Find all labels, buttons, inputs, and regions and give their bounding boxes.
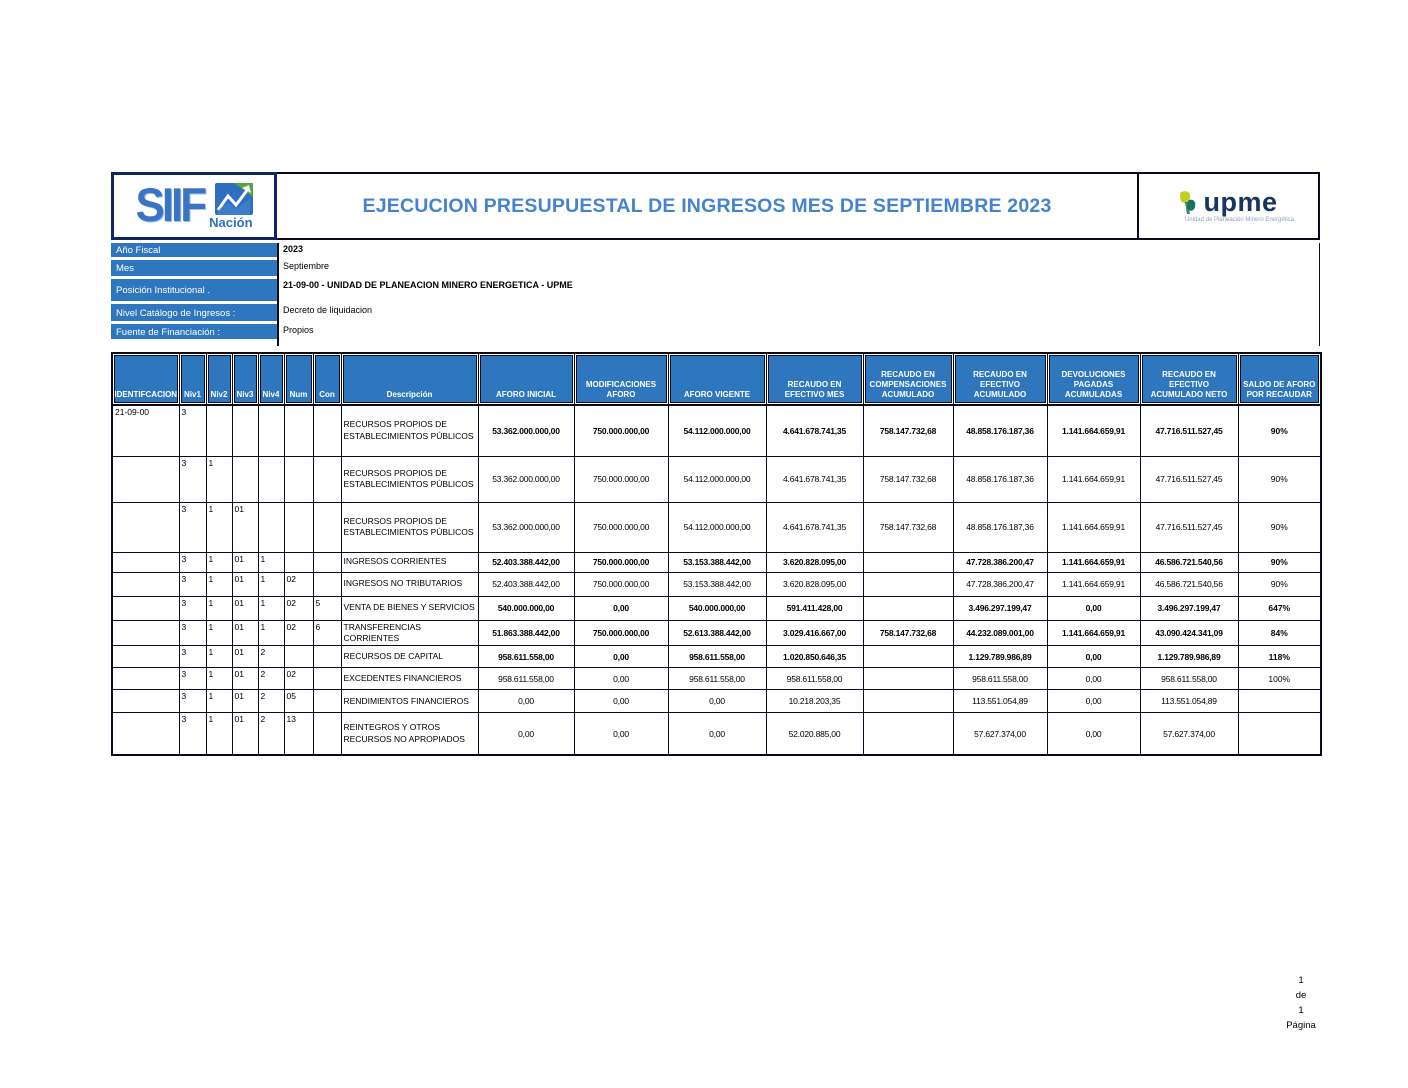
page-title: EJECUCION PRESUPUESTAL DE INGRESOS MES DE SEPTIEMBRE 2023 — [362, 194, 1052, 217]
code-cell: 1 — [206, 456, 232, 502]
amount-cell: 758.147.732,68 — [863, 405, 953, 456]
amount-cell: 113.551.054,89 — [953, 690, 1047, 713]
amount-cell: 52.403.388.442,00 — [478, 552, 574, 572]
amount-cell: 3.620.828.095,00 — [766, 572, 863, 596]
code-cell: 1 — [206, 690, 232, 713]
code-cell: 01 — [232, 690, 258, 713]
amount-cell: 48.858.176.187,36 — [953, 405, 1047, 456]
amount-cell: 3.496.297.199,47 — [1140, 596, 1238, 620]
code-cell — [112, 620, 179, 646]
amount-cell: 3.029.416.667,00 — [766, 620, 863, 646]
code-cell — [284, 646, 313, 668]
amount-cell: 54.112.000.000,00 — [668, 502, 766, 552]
table-row — [112, 690, 1321, 713]
info-row-fuente-financiacion — [111, 324, 1319, 339]
description-cell: INGRESOS CORRIENTES — [341, 552, 478, 572]
amount-cell: 52.403.388.442,00 — [478, 572, 574, 596]
amount-cell: 47.728.386.200,47 — [953, 572, 1047, 596]
column-header: Descripción — [341, 353, 478, 405]
page-of-label: de — [1295, 990, 1307, 1001]
code-cell: 3 — [179, 572, 206, 596]
amount-cell: 1.129.789.986,89 — [1140, 646, 1238, 668]
amount-cell: 0,00 — [478, 713, 574, 755]
percent-cell: 118% — [1238, 646, 1321, 668]
code-cell — [258, 502, 284, 552]
amount-cell: 1.141.664.659,91 — [1047, 456, 1140, 502]
code-cell — [112, 690, 179, 713]
upme-logo-subtitle: Unidad de Planeación Minero Energética — [1184, 217, 1295, 223]
code-cell: 2 — [258, 668, 284, 690]
description-cell: RECURSOS PROPIOS DE ESTABLECIMIENTOS PÚBLICOS — [341, 456, 478, 502]
page-footer — [1272, 973, 1330, 1033]
code-cell — [112, 456, 179, 502]
amount-cell: 750.000.000,00 — [574, 502, 668, 552]
amount-cell: 750.000.000,00 — [574, 552, 668, 572]
amount-cell: 47.728.386.200,47 — [953, 552, 1047, 572]
field-label: Mes — [111, 260, 277, 276]
percent-cell: 100% — [1238, 668, 1321, 690]
amount-cell: 0,00 — [668, 713, 766, 755]
code-cell: 1 — [258, 620, 284, 646]
code-cell: 01 — [232, 668, 258, 690]
column-header: MODIFICACIONES AFORO — [574, 353, 668, 405]
code-cell: 1 — [206, 572, 232, 596]
amount-cell: 758.147.732,68 — [863, 620, 953, 646]
page-number: 1 — [1298, 975, 1304, 986]
column-header: Con — [313, 353, 341, 405]
code-cell: 3 — [179, 502, 206, 552]
amount-cell: 0,00 — [1047, 713, 1140, 755]
code-cell — [258, 405, 284, 456]
amount-cell: 57.627.374,00 — [1140, 713, 1238, 755]
amount-cell: 540.000.000,00 — [668, 596, 766, 620]
page-total: 1 — [1298, 1005, 1304, 1016]
amount-cell: 52.020.885,00 — [766, 713, 863, 755]
code-cell — [313, 713, 341, 755]
table-row — [112, 456, 1321, 502]
code-cell: 01 — [232, 502, 258, 552]
code-cell — [313, 668, 341, 690]
amount-cell: 0,00 — [574, 668, 668, 690]
column-header: RECAUDO EN EFECTIVO MES — [766, 353, 863, 405]
code-cell — [313, 552, 341, 572]
code-cell: 3 — [179, 620, 206, 646]
amount-cell: 958.611.558,00 — [953, 668, 1047, 690]
code-cell: 01 — [232, 646, 258, 668]
code-cell — [112, 713, 179, 755]
description-cell: RECURSOS DE CAPITAL — [341, 646, 478, 668]
code-cell — [112, 646, 179, 668]
report-body — [111, 172, 1320, 756]
amount-cell: 0,00 — [478, 690, 574, 713]
amount-cell: 53.362.000.000,00 — [478, 456, 574, 502]
report-title-box — [277, 172, 1139, 240]
column-header: RECAUDO EN EFECTIVO ACUMULADO NETO — [1140, 353, 1238, 405]
description-cell: VENTA DE BIENES Y SERVICIOS — [341, 596, 478, 620]
siif-logo-subtext: Nación — [209, 215, 253, 230]
amount-cell: 758.147.732,68 — [863, 502, 953, 552]
code-cell: 01 — [232, 713, 258, 755]
code-cell: 1 — [258, 572, 284, 596]
code-cell — [232, 456, 258, 502]
code-cell — [206, 405, 232, 456]
column-header: RECAUDO EN COMPENSACIONES ACUMULADO — [863, 353, 953, 405]
amount-cell: 1.141.664.659,91 — [1047, 502, 1140, 552]
percent-cell: 84% — [1238, 620, 1321, 646]
amount-cell: 1.020.850.646,35 — [766, 646, 863, 668]
code-cell — [284, 405, 313, 456]
field-value: Septiembre — [283, 261, 330, 271]
amount-cell: 0,00 — [574, 690, 668, 713]
amount-cell — [863, 572, 953, 596]
report-info-fields — [111, 243, 1320, 346]
code-cell — [313, 646, 341, 668]
column-header: DEVOLUCIONES PAGADAS ACUMULADAS — [1047, 353, 1140, 405]
percent-cell — [1238, 690, 1321, 713]
siif-logo-text: SIIF — [135, 179, 205, 232]
upme-logo — [1139, 172, 1320, 240]
code-cell — [232, 405, 258, 456]
code-cell: 01 — [232, 620, 258, 646]
code-cell — [112, 668, 179, 690]
report-header-band — [111, 172, 1320, 240]
table-row — [112, 552, 1321, 572]
code-cell: 02 — [284, 668, 313, 690]
column-header: Niv1 — [179, 353, 206, 405]
code-cell: 05 — [284, 690, 313, 713]
amount-cell: 44.232.089.001,00 — [953, 620, 1047, 646]
description-cell: RENDIMIENTOS FINANCIEROS — [341, 690, 478, 713]
amount-cell: 958.611.558,00 — [478, 668, 574, 690]
description-cell: RECURSOS PROPIOS DE ESTABLECIMIENTOS PÚBLICOS — [341, 405, 478, 456]
code-cell: 3 — [179, 668, 206, 690]
code-cell: 01 — [232, 596, 258, 620]
amount-cell: 53.153.388.442,00 — [668, 572, 766, 596]
code-cell — [284, 456, 313, 502]
code-cell: 3 — [179, 596, 206, 620]
code-cell: 1 — [206, 646, 232, 668]
amount-cell: 47.716.511.527,45 — [1140, 405, 1238, 456]
amount-cell: 0,00 — [668, 690, 766, 713]
amount-cell: 3.620.828.095,00 — [766, 552, 863, 572]
description-cell: TRANSFERENCIAS CORRIENTES — [341, 620, 478, 646]
amount-cell: 51.863.388.442,00 — [478, 620, 574, 646]
amount-cell: 750.000.000,00 — [574, 456, 668, 502]
field-value: 2023 — [283, 244, 304, 254]
code-cell: 02 — [284, 620, 313, 646]
code-cell: 1 — [206, 502, 232, 552]
field-label: Fuente de Financiación : — [111, 324, 277, 339]
amount-cell: 1.129.789.986,89 — [953, 646, 1047, 668]
field-label: Nivel Catálogo de Ingresos : — [111, 304, 277, 321]
amount-cell: 958.611.558,00 — [766, 668, 863, 690]
code-cell: 3 — [179, 405, 206, 456]
amount-cell: 10.218.203,35 — [766, 690, 863, 713]
amount-cell — [863, 713, 953, 755]
table-row — [112, 668, 1321, 690]
code-cell: 02 — [284, 596, 313, 620]
description-cell: RECURSOS PROPIOS DE ESTABLECIMIENTOS PÚBLICOS — [341, 502, 478, 552]
info-row-mes — [111, 260, 1319, 276]
code-cell: 1 — [206, 596, 232, 620]
table-row — [112, 596, 1321, 620]
amount-cell: 1.141.664.659,91 — [1047, 552, 1140, 572]
percent-cell: 90% — [1238, 405, 1321, 456]
amount-cell: 57.627.374,00 — [953, 713, 1047, 755]
upme-logo-text: upme — [1203, 187, 1278, 217]
code-cell — [112, 596, 179, 620]
amount-cell: 958.611.558,00 — [668, 646, 766, 668]
code-cell: 3 — [179, 713, 206, 755]
column-header: SALDO DE AFORO POR RECAUDAR — [1238, 353, 1321, 405]
amount-cell: 54.112.000.000,00 — [668, 456, 766, 502]
code-cell: 21-09-00 — [112, 405, 179, 456]
amount-cell: 750.000.000,00 — [574, 620, 668, 646]
column-header: IDENTIFCACION — [112, 353, 179, 405]
code-cell — [313, 405, 341, 456]
code-cell: 2 — [258, 646, 284, 668]
amount-cell: 958.611.558,00 — [478, 646, 574, 668]
siif-nacion-logo — [111, 172, 277, 240]
amount-cell: 4.641.678.741,35 — [766, 502, 863, 552]
table-row — [112, 502, 1321, 552]
amount-cell: 0,00 — [574, 646, 668, 668]
code-cell: 1 — [258, 552, 284, 572]
amount-cell: 750.000.000,00 — [574, 572, 668, 596]
description-cell: REINTEGROS Y OTROS RECURSOS NO APROPIADOS — [341, 713, 478, 755]
amount-cell: 53.362.000.000,00 — [478, 502, 574, 552]
description-cell: EXCEDENTES FINANCIEROS — [341, 668, 478, 690]
table-row — [112, 405, 1321, 456]
code-cell — [313, 690, 341, 713]
amount-cell: 52.613.388.442,00 — [668, 620, 766, 646]
code-cell: 3 — [179, 552, 206, 572]
column-header: Niv4 — [258, 353, 284, 405]
field-label: Posición Institucional . — [111, 279, 277, 301]
code-cell: 13 — [284, 713, 313, 755]
code-cell: 2 — [258, 690, 284, 713]
amount-cell — [863, 646, 953, 668]
amount-cell: 958.611.558,00 — [668, 668, 766, 690]
column-header: AFORO INICIAL — [478, 353, 574, 405]
percent-cell: 90% — [1238, 552, 1321, 572]
info-row-ano-fiscal — [111, 243, 1319, 257]
amount-cell: 53.362.000.000,00 — [478, 405, 574, 456]
code-cell: 5 — [313, 596, 341, 620]
code-cell: 1 — [206, 668, 232, 690]
code-cell: 3 — [179, 646, 206, 668]
page-word: Página — [1286, 1020, 1316, 1031]
amount-cell: 47.716.511.527,45 — [1140, 502, 1238, 552]
column-header: AFORO VIGENTE — [668, 353, 766, 405]
column-header: Niv2 — [206, 353, 232, 405]
field-label: Año Fiscal — [111, 243, 277, 257]
code-cell: 02 — [284, 572, 313, 596]
amount-cell — [863, 668, 953, 690]
amount-cell: 0,00 — [1047, 646, 1140, 668]
code-cell — [313, 456, 341, 502]
code-cell: 1 — [258, 596, 284, 620]
code-cell: 01 — [232, 552, 258, 572]
percent-cell: 90% — [1238, 502, 1321, 552]
table-row — [112, 646, 1321, 668]
amount-cell: 48.858.176.187,36 — [953, 456, 1047, 502]
siif-chart-icon — [215, 183, 253, 215]
amount-cell: 3.496.297.199,47 — [953, 596, 1047, 620]
amount-cell: 54.112.000.000,00 — [668, 405, 766, 456]
amount-cell: 591.411.428,00 — [766, 596, 863, 620]
percent-cell: 90% — [1238, 572, 1321, 596]
code-cell — [258, 456, 284, 502]
column-header: Num — [284, 353, 313, 405]
amount-cell — [863, 690, 953, 713]
code-cell: 1 — [206, 713, 232, 755]
code-cell: 01 — [232, 572, 258, 596]
code-cell — [313, 502, 341, 552]
code-cell — [284, 552, 313, 572]
upme-logo-row — [1179, 189, 1277, 216]
amount-cell: 4.641.678.741,35 — [766, 456, 863, 502]
amount-cell: 4.641.678.741,35 — [766, 405, 863, 456]
code-cell: 2 — [258, 713, 284, 755]
amount-cell: 1.141.664.659,91 — [1047, 572, 1140, 596]
amount-cell — [863, 596, 953, 620]
siif-logo-mark — [209, 183, 252, 229]
percent-cell — [1238, 713, 1321, 755]
amount-cell: 0,00 — [1047, 668, 1140, 690]
amount-cell: 53.153.388.442,00 — [668, 552, 766, 572]
amount-cell: 46.586.721.540,56 — [1140, 572, 1238, 596]
amount-cell: 0,00 — [574, 713, 668, 755]
percent-cell: 90% — [1238, 456, 1321, 502]
amount-cell: 0,00 — [1047, 596, 1140, 620]
code-cell — [112, 572, 179, 596]
code-cell: 3 — [179, 690, 206, 713]
amount-cell: 540.000.000,00 — [478, 596, 574, 620]
amount-cell: 1.141.664.659,91 — [1047, 405, 1140, 456]
amount-cell: 43.090.424.341,09 — [1140, 620, 1238, 646]
table-row — [112, 713, 1321, 755]
field-value: Decreto de liquidacion — [283, 305, 373, 315]
table-row — [112, 572, 1321, 596]
amount-cell: 113.551.054,89 — [1140, 690, 1238, 713]
code-cell — [313, 572, 341, 596]
amount-cell: 46.586.721.540,56 — [1140, 552, 1238, 572]
amount-cell: 958.611.558,00 — [1140, 668, 1238, 690]
budget-execution-table — [111, 352, 1322, 756]
field-value: Propios — [283, 325, 314, 335]
table-header-row — [112, 353, 1321, 405]
amount-cell: 47.716.511.527,45 — [1140, 456, 1238, 502]
code-cell: 1 — [206, 620, 232, 646]
info-row-nivel-catalogo — [111, 304, 1319, 321]
amount-cell: 0,00 — [574, 596, 668, 620]
code-cell — [284, 502, 313, 552]
field-value: 21-09-00 - UNIDAD DE PLANEACION MINERO ENERGETICA - UPME — [283, 280, 573, 290]
info-row-posicion-institucional — [111, 279, 1319, 301]
amount-cell: 758.147.732,68 — [863, 456, 953, 502]
code-cell — [112, 502, 179, 552]
table-row — [112, 620, 1321, 646]
code-cell: 3 — [179, 456, 206, 502]
percent-cell: 647% — [1238, 596, 1321, 620]
amount-cell: 750.000.000,00 — [574, 405, 668, 456]
column-header: RECAUDO EN EFECTIVO ACUMULADO — [953, 353, 1047, 405]
code-cell: 6 — [313, 620, 341, 646]
code-cell — [112, 552, 179, 572]
amount-cell: 48.858.176.187,36 — [953, 502, 1047, 552]
amount-cell — [863, 552, 953, 572]
column-header: Niv3 — [232, 353, 258, 405]
upme-leaf-icon — [1179, 190, 1199, 216]
description-cell: INGRESOS NO TRIBUTARIOS — [341, 572, 478, 596]
amount-cell: 0,00 — [1047, 690, 1140, 713]
code-cell: 1 — [206, 552, 232, 572]
amount-cell: 1.141.664.659,91 — [1047, 620, 1140, 646]
